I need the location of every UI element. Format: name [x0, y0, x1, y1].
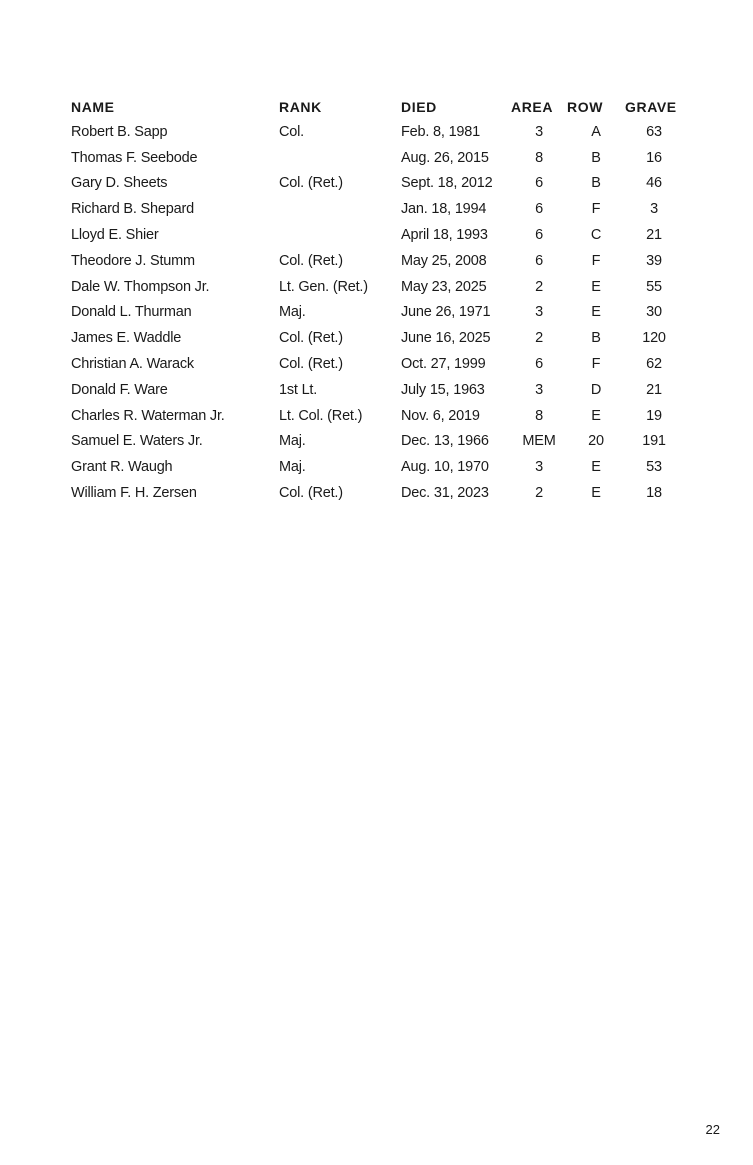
cell-area: 6 [535, 356, 543, 373]
cell-name: Lloyd E. Shier [71, 227, 159, 244]
cell-row: 20 [588, 433, 604, 450]
cell-grave: 3 [650, 201, 658, 218]
cell-died: Oct. 27, 1999 [401, 356, 486, 373]
cell-grave: 19 [646, 407, 662, 424]
cell-died: May 25, 2008 [401, 252, 487, 269]
cell-name: William F. H. Zersen [71, 485, 197, 502]
cell-rank: Maj. [279, 304, 306, 321]
table-row [71, 171, 683, 197]
cell-grave: 39 [646, 252, 662, 269]
cell-rank [279, 196, 401, 222]
cell-died: Feb. 8, 1981 [401, 123, 481, 140]
cell-died: Sept. 18, 2012 [401, 175, 493, 192]
cell-row: D [590, 381, 602, 398]
cell-row: B [591, 175, 601, 192]
cell-rank [279, 222, 401, 248]
table-row [71, 351, 683, 377]
table-row [71, 325, 683, 351]
cell-grave: 18 [646, 485, 662, 502]
cell-name: Donald L. Thurman [71, 304, 192, 321]
table-row [71, 196, 683, 222]
cell-died: May 23, 2025 [401, 278, 487, 295]
cell-row: F [591, 356, 601, 373]
header-row: ROW [567, 99, 604, 115]
cell-rank: Col. (Ret.) [279, 252, 343, 269]
cell-row: E [591, 485, 601, 502]
cell-rank: Col. (Ret.) [279, 356, 343, 373]
cell-rank: Maj. [279, 433, 306, 450]
cell-grave: 191 [642, 433, 666, 450]
table-row [71, 248, 683, 274]
cell-name: Samuel E. Waters Jr. [71, 433, 203, 450]
cell-grave: 120 [642, 330, 666, 347]
table-header-row [71, 95, 683, 119]
cell-name: Robert B. Sapp [71, 123, 168, 140]
cell-rank: Col. (Ret.) [279, 330, 343, 347]
cell-grave: 16 [646, 149, 662, 166]
cell-area: 6 [535, 227, 543, 244]
cell-area: 2 [535, 485, 543, 502]
cell-name: Richard B. Shepard [71, 201, 194, 218]
cell-name: Theodore J. Stumm [71, 252, 195, 269]
header-area: AREA [511, 99, 554, 115]
cell-rank: Lt. Gen. (Ret.) [279, 278, 368, 295]
cell-area: 8 [535, 149, 543, 166]
table-row [71, 119, 683, 145]
cell-grave: 21 [646, 227, 662, 244]
cell-died: June 16, 2025 [401, 330, 491, 347]
cell-row: B [591, 330, 601, 347]
cell-area: 3 [535, 304, 543, 321]
cell-row: E [591, 304, 601, 321]
cell-grave: 53 [646, 459, 662, 476]
header-died: DIED [401, 99, 437, 115]
cell-died: Dec. 31, 2023 [401, 485, 489, 502]
cell-rank: 1st Lt. [279, 381, 318, 398]
cell-area: 6 [535, 252, 543, 269]
cell-died: Dec. 13, 1966 [401, 433, 489, 450]
cell-grave: 21 [646, 381, 662, 398]
cell-grave: 55 [646, 278, 662, 295]
cell-area: 6 [535, 175, 543, 192]
cell-row: C [590, 227, 602, 244]
cell-died: April 18, 1993 [401, 227, 488, 244]
cell-area: 8 [535, 407, 543, 424]
cell-area: 3 [535, 381, 543, 398]
table-row [71, 274, 683, 300]
cell-row: E [591, 459, 601, 476]
burial-roster-table [71, 95, 683, 506]
cell-rank: Col. [279, 123, 304, 140]
cell-rank: Col. (Ret.) [279, 485, 343, 502]
cell-row: E [591, 278, 601, 295]
cell-died: June 26, 1971 [401, 304, 491, 321]
cell-row: A [591, 123, 601, 140]
cell-row: E [591, 407, 601, 424]
cell-grave: 62 [646, 356, 662, 373]
table-row [71, 403, 683, 429]
cell-name: Thomas F. Seebode [71, 149, 198, 166]
table-row [71, 480, 683, 506]
cell-rank: Maj. [279, 459, 306, 476]
cell-grave: 30 [646, 304, 662, 321]
table-row [71, 377, 683, 403]
header-rank: RANK [279, 99, 322, 115]
cell-row: B [591, 149, 601, 166]
cell-rank [279, 145, 401, 171]
table-row [71, 300, 683, 326]
cell-name: Gary D. Sheets [71, 175, 168, 192]
cell-died: Aug. 26, 2015 [401, 149, 489, 166]
cell-died: Nov. 6, 2019 [401, 407, 480, 424]
table-row [71, 145, 683, 171]
table-row [71, 222, 683, 248]
cell-name: Dale W. Thompson Jr. [71, 278, 210, 295]
cell-area: 3 [535, 459, 543, 476]
cell-died: Aug. 10, 1970 [401, 459, 489, 476]
header-name: NAME [71, 99, 115, 115]
cell-area: 3 [535, 123, 543, 140]
cell-died: July 15, 1963 [401, 381, 485, 398]
cell-died: Jan. 18, 1994 [401, 201, 487, 218]
cell-name: James E. Waddle [71, 330, 182, 347]
cell-row: F [591, 201, 601, 218]
cell-area: 2 [535, 278, 543, 295]
cell-grave: 46 [646, 175, 662, 192]
cell-name: Christian A. Warack [71, 356, 194, 373]
cell-name: Charles R. Waterman Jr. [71, 407, 225, 424]
cell-name: Donald F. Ware [71, 381, 168, 398]
header-grave: GRAVE [625, 99, 677, 115]
cell-area: 2 [535, 330, 543, 347]
cell-grave: 63 [646, 123, 662, 140]
cell-area: 6 [535, 201, 543, 218]
cell-rank: Lt. Col. (Ret.) [279, 407, 363, 424]
cell-row: F [591, 252, 601, 269]
table-row [71, 454, 683, 480]
cell-rank: Col. (Ret.) [279, 175, 343, 192]
cell-name: Grant R. Waugh [71, 459, 173, 476]
table-row [71, 429, 683, 455]
cell-area: MEM [522, 433, 556, 450]
page-number: 22 [705, 1122, 720, 1137]
